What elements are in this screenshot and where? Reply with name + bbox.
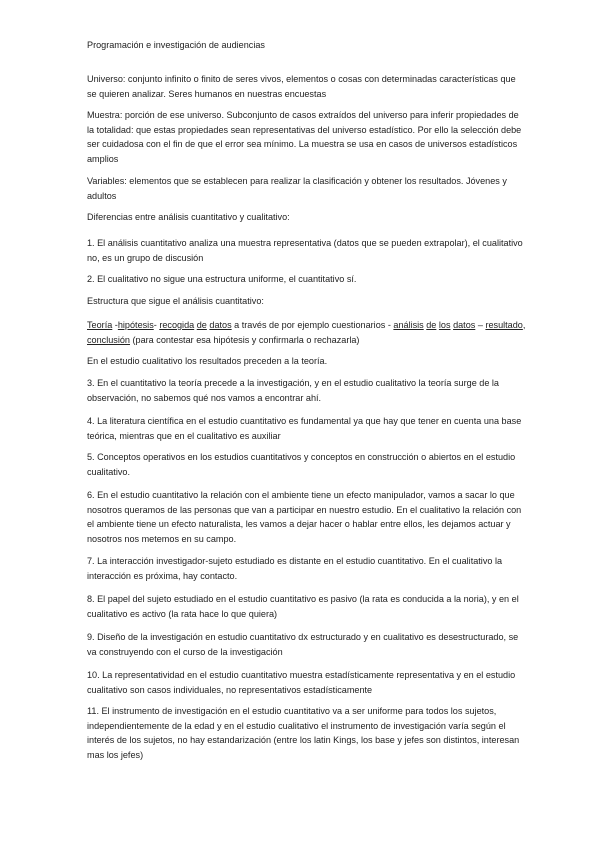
term-datos: datos bbox=[209, 320, 232, 330]
paragraph-cualitativo-teoria: En el estudio cualitativo los resultados preceden a la teoría. bbox=[87, 356, 328, 366]
paragraph-item-3: 3. En el cuantitativo la teoría precede a la investigación, y en el estudio cualitativo la teoría surge de la observación, no sabemos qué nos vamos a encontrar ahí. bbox=[87, 378, 499, 403]
term-los: los bbox=[438, 320, 451, 330]
term-de: de bbox=[196, 320, 207, 330]
term-datos: datos bbox=[453, 320, 476, 330]
separator: - bbox=[112, 320, 118, 330]
separator: , bbox=[522, 320, 526, 330]
term-resultado: resultado bbox=[485, 320, 523, 330]
paragraph-diferencias-heading: Diferencias entre análisis cuantitativo y cualitativo: bbox=[87, 212, 290, 222]
term-de: de bbox=[426, 320, 437, 330]
paragraph-item-9: 9. Diseño de la investigación en estudio cuantitativo dx estructurado y en cualitativo es desestructurado, se va construyendo con el curso de la investigación bbox=[87, 632, 519, 657]
term-recogida: recogida bbox=[159, 320, 195, 330]
term-conclusion: conclusión bbox=[87, 334, 130, 345]
paragraph-muestra: Muestra: porción de ese universo. Subconjunto de casos extraídos del universo para inferir propiedades de la totalidad: que estas propiedades sean representativas del universo estadístico. Por ello la selección debe ser cuidadosa con el fin de que el error sea mínimo. La muestra se usa en casos de universos estadísticos amplios bbox=[87, 110, 522, 164]
structure-text: (para contestar esa hipótesis y confirmarla o rechazarla) bbox=[129, 334, 360, 345]
paragraph-item-5: 5. Conceptos operativos en los estudios cuantitativos y conceptos en construcción o abiertos en el estudio cualitativo. bbox=[87, 452, 516, 477]
paragraph-universo: Universo: conjunto infinito o finito de seres vivos, elementos o cosas con determinadas características que se quieren analizar. Seres humanos en nuestras encuestas bbox=[87, 74, 516, 99]
term-hipotesis: hipótesis bbox=[117, 320, 154, 330]
paragraph-item-1: 1. El análisis cuantitativo analiza una muestra representativa (datos que se pueden extrapolar), el cualitativo no, es un grupo de discusión bbox=[87, 238, 523, 263]
separator: - bbox=[153, 320, 160, 330]
structure-text: a través de por ejemplo cuestionarios - bbox=[231, 320, 394, 330]
paragraph-item-4: 4. La literatura científica en el estudio cuantitativo es fundamental ya que hay que tener en cuenta una base teórica, mientras que en el cualitativo es auxiliar bbox=[87, 416, 522, 441]
term-analisis: análisis bbox=[393, 320, 424, 330]
paragraph-item-8: 8. El papel del sujeto estudiado en el estudio cuantitativo es pasivo (la rata es conducida a la noria), y en el cualitativo es activo (la rata hace lo que quiera) bbox=[87, 594, 519, 619]
paragraph-item-11: 11. El instrumento de investigación en el estudio cuantitativo va a ser uniforme para todos los sujetos, independientemente de la edad y en el estudio cualitativo el instrumento de investigación varía según el interés de los sujetos, no hay estandarización (entre los latin Kings, los base y jefes son distintos, interesan mas los jefes) bbox=[87, 706, 520, 760]
document-title: Programación e investigación de audiencias bbox=[87, 40, 265, 50]
paragraph-variables: Variables: elementos que se establecen para realizar la clasificación y obtener los resultados. Jóvenes y adultos bbox=[87, 176, 507, 201]
paragraph-item-2: 2. El cualitativo no sigue una estructura uniforme, el cuantitativo sí. bbox=[87, 274, 357, 284]
paragraph-structure bbox=[87, 318, 527, 347]
paragraph-item-6: 6. En el estudio cuantitativo la relación con el ambiente tiene un efecto manipulador, vamos a sacar lo que nosotros queramos de las personas que van a participar en nuestro estudio. En el cualitativo la relación con el ambiente tiene un efecto naturalista, les vamos a dejar hacer o hablar entre ellos, les dejamos actuar y nosotros nos metemos en su campo. bbox=[87, 490, 522, 544]
separator: – bbox=[475, 320, 486, 330]
term-teoria: Teoría bbox=[87, 320, 113, 330]
paragraph-estructura-heading: Estructura que sigue el análisis cuantitativo: bbox=[87, 296, 264, 306]
paragraph-item-7: 7. La interacción investigador-sujeto estudiado es distante en el estudio cuantitativo. En el cualitativo la interacción es próxima, hay contacto. bbox=[87, 556, 503, 581]
paragraph-item-10: 10. La representatividad en el estudio cuantitativo muestra estadísticamente representativa y en el estudio cualitativo son casos individuales, no representativos estadísticamente bbox=[87, 670, 516, 695]
